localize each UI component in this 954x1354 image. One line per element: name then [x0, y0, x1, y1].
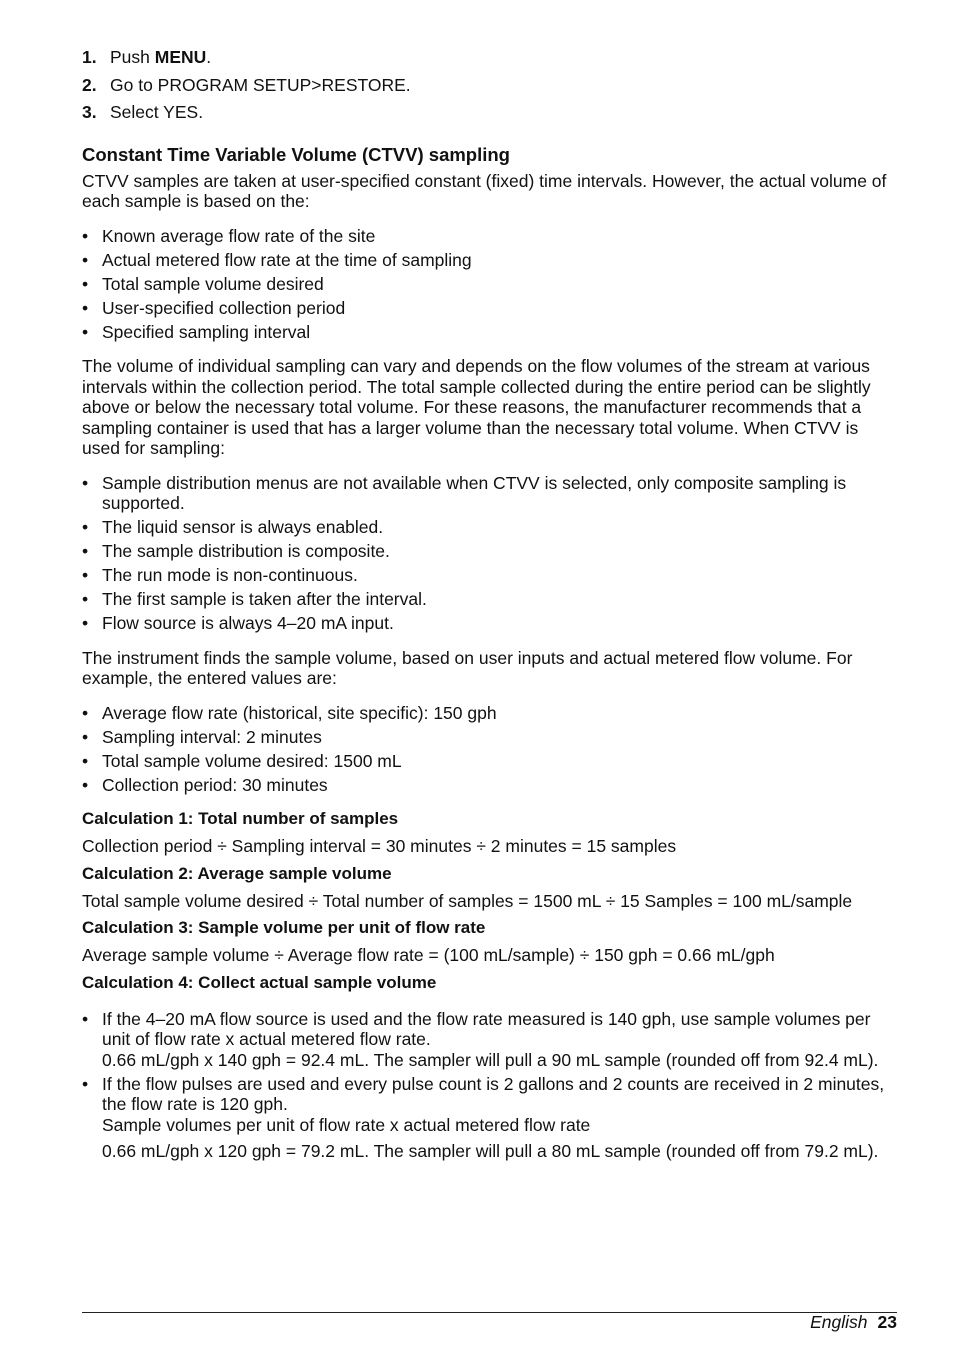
calc1-text: Collection period ÷ Sampling interval = 30 minutes ÷ 2 minutes = 15 samples	[82, 836, 677, 856]
list-item: • Flow source is always 4–20 mA input.	[82, 613, 897, 634]
list-item: • Specified sampling interval	[82, 322, 897, 343]
step-text: Select YES.	[110, 102, 204, 122]
calc4-heading: Calculation 4: Collect actual sample volume	[82, 972, 437, 992]
calc4-list	[82, 1009, 897, 1162]
step-item	[82, 99, 897, 127]
calc4-item-lead: • If the 4–20 mA flow source is used and the flow rate measured is 140 gph, use sample volumes per unit of flow rate x actual metered flow rate.	[102, 1008, 871, 1049]
footer-language: English	[810, 1312, 868, 1332]
calc1-heading: Calculation 1: Total number of samples	[82, 809, 399, 828]
calc4-item-line2: Sample volumes per unit of flow rate x actual metered flow rate	[102, 1114, 591, 1135]
list-item: • The liquid sensor is always enabled.	[82, 517, 897, 538]
calc2-text: Total sample volume desired ÷ Total number of samples = 1500 mL ÷ 15 Samples = 100 mL/sample	[82, 890, 853, 911]
example-paragraph: The instrument finds the sample volume, based on user inputs and actual metered flow volume. For example, the entered values are:	[82, 647, 853, 688]
list-item: • Total sample volume desired	[82, 274, 897, 295]
list-item: • Actual metered flow rate at the time of sampling	[82, 250, 897, 271]
list-item: • Sample distribution menus are not available when CTVV is selected, only composite sampling is supported.	[82, 473, 897, 514]
footer-divider	[82, 1312, 897, 1313]
list-item: • Collection period: 30 minutes	[82, 775, 897, 796]
page-footer	[810, 1312, 897, 1332]
calc3-heading: Calculation 3: Sample volume per unit of flow rate	[82, 918, 486, 937]
list-item: • The sample distribution is composite.	[82, 541, 897, 562]
list-item: • Average flow rate (historical, site specific): 150 gph	[82, 703, 897, 724]
steps-list	[82, 44, 897, 127]
step-text: Go to PROGRAM SETUP>RESTORE.	[110, 74, 411, 95]
page-number: 23	[877, 1312, 897, 1332]
list-item: • Known average flow rate of the site	[82, 226, 897, 247]
step-number: 3.	[82, 102, 97, 122]
list-item: • Sampling interval: 2 minutes	[82, 727, 897, 748]
list-item: • The run mode is non-continuous.	[82, 565, 897, 586]
list-item: • Total sample volume desired: 1500 mL	[82, 751, 897, 772]
step-text-pre: Push	[110, 47, 155, 67]
calc3-text: Average sample volume ÷ Average flow rate = (100 mL/sample) ÷ 150 gph = 0.66 mL/gph	[82, 945, 775, 965]
calc2-heading: Calculation 2: Average sample volume	[82, 863, 392, 883]
based-on-list	[82, 226, 897, 343]
list-item: • User-specified collection period	[82, 298, 897, 319]
list-item	[82, 1074, 897, 1162]
step-item	[82, 44, 897, 72]
ctvv-notes-list	[82, 473, 897, 634]
intro-paragraph: CTVV samples are taken at user-specified constant (fixed) time intervals. However, the actual volume of each sample is based on the:	[82, 170, 887, 211]
page-content	[82, 44, 897, 1176]
list-item	[82, 1009, 897, 1071]
volume-paragraph: The volume of individual sampling can vary and depends on the flow volumes of the stream at various intervals within the collection period. The total sample collected during the entire period can be slightly above or below the necessary total volume. For these reasons, the manufacturer recommends that a sampling container is used that has a larger volume than the necessary total volume. When CTVV is used for sampling:	[82, 356, 871, 458]
list-item: • The first sample is taken after the interval.	[82, 589, 897, 610]
step-number: 2.	[82, 74, 97, 95]
step-text	[110, 44, 211, 72]
section-title: Constant Time Variable Volume (CTVV) sampling	[82, 143, 510, 165]
menu-keyword: MENU	[154, 47, 207, 67]
calc4-item-formula: 0.66 mL/gph x 140 gph = 92.4 mL. The sampler will pull a 90 mL sample (rounded off from 92.4 mL).	[102, 1049, 879, 1070]
calc4-item-lead: • If the flow pulses are used and every pulse count is 2 gallons and 2 counts are received in 2 minutes, the flow rate is 120 gph.	[102, 1073, 885, 1114]
step-number: 1.	[82, 47, 97, 67]
example-values-list	[82, 703, 897, 796]
step-item	[82, 72, 897, 100]
step-text-post: .	[206, 47, 212, 67]
calc4-item-formula: 0.66 mL/gph x 120 gph = 79.2 mL. The sampler will pull a 80 mL sample (rounded off from 79.2 mL).	[102, 1141, 879, 1161]
